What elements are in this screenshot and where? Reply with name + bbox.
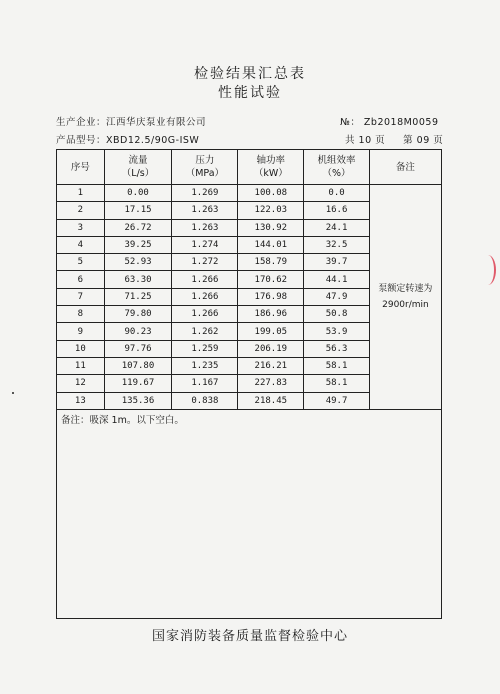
cell-flow: 97.76 bbox=[104, 340, 172, 357]
note-text: 备注：吸深 1m。以下空白。 bbox=[61, 415, 184, 426]
cell-efficiency: 49.7 bbox=[304, 392, 370, 409]
cell-pressure: 1.263 bbox=[172, 202, 238, 219]
cell-efficiency: 24.1 bbox=[304, 219, 370, 236]
header-flow: 流量 （L/s） bbox=[104, 150, 172, 185]
cell-index: 4 bbox=[57, 236, 105, 253]
product-model: 产品型号：XBD12.5/90G-ISW bbox=[56, 135, 200, 146]
cell-shaft-power: 144.01 bbox=[238, 236, 304, 253]
cell-shaft-power: 218.45 bbox=[238, 392, 304, 409]
header-efficiency: 机组效率 （%） bbox=[304, 150, 370, 185]
cell-flow: 17.15 bbox=[104, 202, 172, 219]
cell-index: 5 bbox=[57, 254, 105, 271]
cell-flow: 107.80 bbox=[104, 357, 172, 374]
cell-pressure: 1.235 bbox=[172, 357, 238, 374]
cell-flow: 71.25 bbox=[104, 288, 172, 305]
cell-shaft-power: 206.19 bbox=[238, 340, 304, 357]
cell-pressure: 1.274 bbox=[172, 236, 238, 253]
cell-pressure: 0.838 bbox=[172, 392, 238, 409]
results-table bbox=[56, 149, 442, 410]
cell-shaft-power: 130.92 bbox=[238, 219, 304, 236]
page-subtitle: 性能试验 bbox=[218, 85, 282, 101]
cell-efficiency: 47.9 bbox=[304, 288, 370, 305]
cell-remark bbox=[369, 185, 441, 410]
cell-efficiency: 58.1 bbox=[304, 357, 370, 374]
cell-pressure: 1.266 bbox=[172, 271, 238, 288]
cell-index: 10 bbox=[57, 340, 105, 357]
manufacturer: 生产企业：江西华庆泵业有限公司 bbox=[56, 117, 207, 128]
cell-flow: 63.30 bbox=[104, 271, 172, 288]
cell-index: 8 bbox=[57, 306, 105, 323]
cell-shaft-power: 176.98 bbox=[238, 288, 304, 305]
cell-index: 6 bbox=[57, 271, 105, 288]
cell-index: 12 bbox=[57, 375, 105, 392]
cell-efficiency: 39.7 bbox=[304, 254, 370, 271]
cell-efficiency: 58.1 bbox=[304, 375, 370, 392]
cell-flow: 0.00 bbox=[104, 185, 172, 202]
cell-pressure: 1.167 bbox=[172, 375, 238, 392]
cell-efficiency: 56.3 bbox=[304, 340, 370, 357]
cell-pressure: 1.266 bbox=[172, 288, 238, 305]
cell-shaft-power: 227.83 bbox=[238, 375, 304, 392]
note-box bbox=[56, 410, 442, 619]
cell-index: 7 bbox=[57, 288, 105, 305]
cell-efficiency: 44.1 bbox=[304, 271, 370, 288]
page-number: 第 09 页 bbox=[403, 135, 444, 146]
cell-pressure: 1.263 bbox=[172, 219, 238, 236]
header-index: 序号 bbox=[57, 150, 105, 185]
cell-flow: 26.72 bbox=[104, 219, 172, 236]
seal-edge-mark bbox=[480, 255, 496, 285]
table-row bbox=[57, 185, 442, 202]
total-pages: 共 10 页 bbox=[345, 135, 386, 146]
cell-index: 1 bbox=[57, 185, 105, 202]
cell-flow: 119.67 bbox=[104, 375, 172, 392]
cell-pressure: 1.272 bbox=[172, 254, 238, 271]
punch-mark bbox=[12, 392, 14, 394]
cell-efficiency: 32.5 bbox=[304, 236, 370, 253]
table-header-row bbox=[57, 150, 442, 185]
remark-line-2: 2900r/min bbox=[382, 299, 429, 310]
cell-shaft-power: 216.21 bbox=[238, 357, 304, 374]
cell-index: 9 bbox=[57, 323, 105, 340]
header-shaft-power: 轴功率 （kW） bbox=[238, 150, 304, 185]
cell-index: 13 bbox=[57, 392, 105, 409]
cell-shaft-power: 186.96 bbox=[238, 306, 304, 323]
cell-flow: 39.25 bbox=[104, 236, 172, 253]
cell-pressure: 1.266 bbox=[172, 306, 238, 323]
cell-flow: 79.80 bbox=[104, 306, 172, 323]
cell-pressure: 1.262 bbox=[172, 323, 238, 340]
cell-efficiency: 53.9 bbox=[304, 323, 370, 340]
cell-shaft-power: 158.79 bbox=[238, 254, 304, 271]
cell-efficiency: 0.0 bbox=[304, 185, 370, 202]
header-remark: 备注 bbox=[369, 150, 441, 185]
report-number: №： Zb2018M0059 bbox=[340, 117, 439, 128]
cell-pressure: 1.269 bbox=[172, 185, 238, 202]
cell-index: 2 bbox=[57, 202, 105, 219]
issuer-name: 国家消防装备质量监督检验中心 bbox=[151, 629, 348, 644]
cell-index: 11 bbox=[57, 357, 105, 374]
cell-efficiency: 50.8 bbox=[304, 306, 370, 323]
cell-shaft-power: 100.08 bbox=[238, 185, 304, 202]
cell-flow: 135.36 bbox=[104, 392, 172, 409]
cell-shaft-power: 199.05 bbox=[238, 323, 304, 340]
cell-shaft-power: 122.03 bbox=[238, 202, 304, 219]
cell-index: 3 bbox=[57, 219, 105, 236]
page-count bbox=[345, 132, 443, 146]
page-title: 检验结果汇总表 bbox=[194, 66, 306, 82]
remark-line-1: 泵额定转速为 bbox=[378, 283, 433, 294]
cell-shaft-power: 170.62 bbox=[238, 271, 304, 288]
cell-flow: 90.23 bbox=[104, 323, 172, 340]
cell-efficiency: 16.6 bbox=[304, 202, 370, 219]
cell-flow: 52.93 bbox=[104, 254, 172, 271]
header-pressure: 压力 （MPa） bbox=[172, 150, 238, 185]
cell-pressure: 1.259 bbox=[172, 340, 238, 357]
